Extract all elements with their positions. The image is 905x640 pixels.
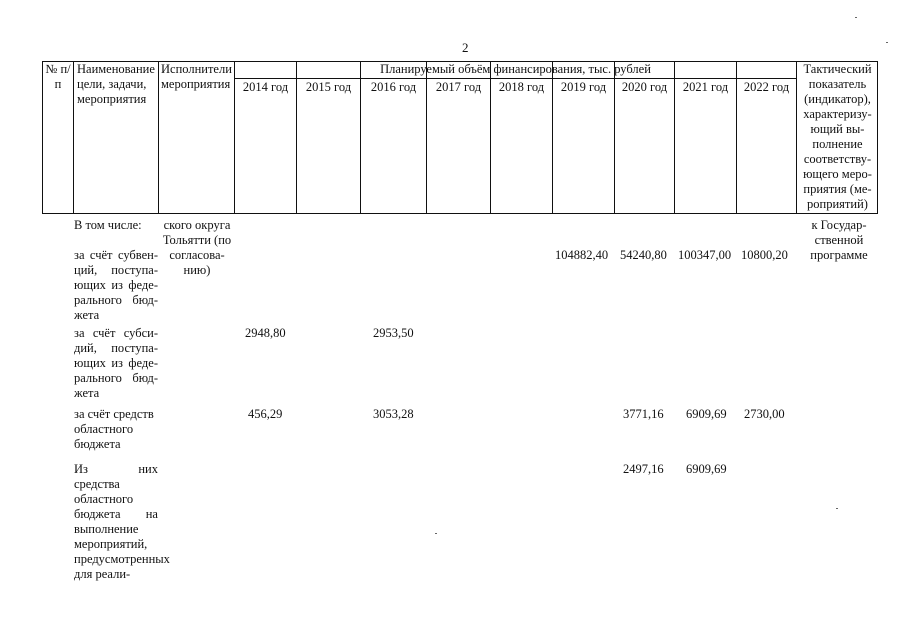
header-indicator-column: Тактический показатель (индикатор), характеризу-ющий вы-полнение соответству-ющего меро-приятия (ме-роприятий) — [803, 62, 872, 211]
row-value-2020: 2497,16 — [623, 462, 664, 476]
executor-text: ского округа Тольятти (по согласова-нию) — [162, 218, 232, 277]
grid-line — [158, 61, 159, 214]
row-value-2021: 6909,69 — [686, 407, 727, 421]
row-value-2021: 100347,00 — [678, 248, 732, 262]
row-value-2014: 456,29 — [248, 407, 283, 421]
header-year-2016: 2016 год — [370, 80, 417, 94]
header-year-2014: 2014 год — [242, 80, 289, 94]
including-label: В том числе: — [74, 218, 142, 232]
indicator-text: к Государ-ственной программе — [810, 218, 868, 262]
header-year-2018: 2018 год — [498, 80, 545, 94]
page-number: 2 — [462, 40, 469, 55]
scan-speck — [855, 17, 857, 18]
row-value-2020: 54240,80 — [620, 248, 667, 262]
header-year-2021: 2021 год — [682, 80, 729, 94]
header-funding-column: Планируемый объём финансирования, тыс. рублей — [380, 62, 651, 76]
row-value-2016: 3053,28 — [373, 407, 414, 421]
row-value-2021: 6909,69 — [686, 462, 727, 476]
row-value-2020: 3771,16 — [623, 407, 664, 421]
row-value-2016: 2953,50 — [373, 326, 414, 340]
header-year-2015: 2015 год — [305, 80, 352, 94]
scan-speck — [435, 533, 437, 534]
grid-line — [796, 61, 797, 214]
row-label-regional-budget: за счёт средств областного бюджета — [74, 407, 154, 451]
row-value-2019: 104882,40 — [555, 248, 609, 262]
header-number-column: № п/п — [45, 62, 71, 91]
row-value-2022: 2730,00 — [744, 407, 785, 421]
header-year-2019: 2019 год — [560, 80, 607, 94]
header-year-2017: 2017 год — [435, 80, 482, 94]
row-value-2014: 2948,80 — [245, 326, 286, 340]
row-label-subsidies-federal: за счёт субси-дий, поступа-ющих из феде-рального бюд-жета — [74, 326, 158, 400]
row-label-regional-budget-of-which: Из них средства областного бюджета на выполнение мероприятий, предусмотренных для реали- — [74, 462, 170, 581]
scan-speck — [886, 42, 888, 43]
grid-line — [73, 61, 74, 214]
header-year-2022: 2022 год — [743, 80, 790, 94]
scan-speck — [836, 508, 838, 509]
header-year-2020: 2020 год — [621, 80, 668, 94]
header-executors-column: Исполнители мероприятия — [161, 62, 232, 91]
row-label-subventions-federal: за счёт субвен-ций, поступа-ющих из феде-рального бюд-жета — [74, 248, 158, 322]
grid-line — [234, 78, 796, 79]
header-name-column: Наименование цели, задачи, мероприятия — [77, 62, 155, 106]
row-value-2022: 10800,20 — [741, 248, 788, 262]
